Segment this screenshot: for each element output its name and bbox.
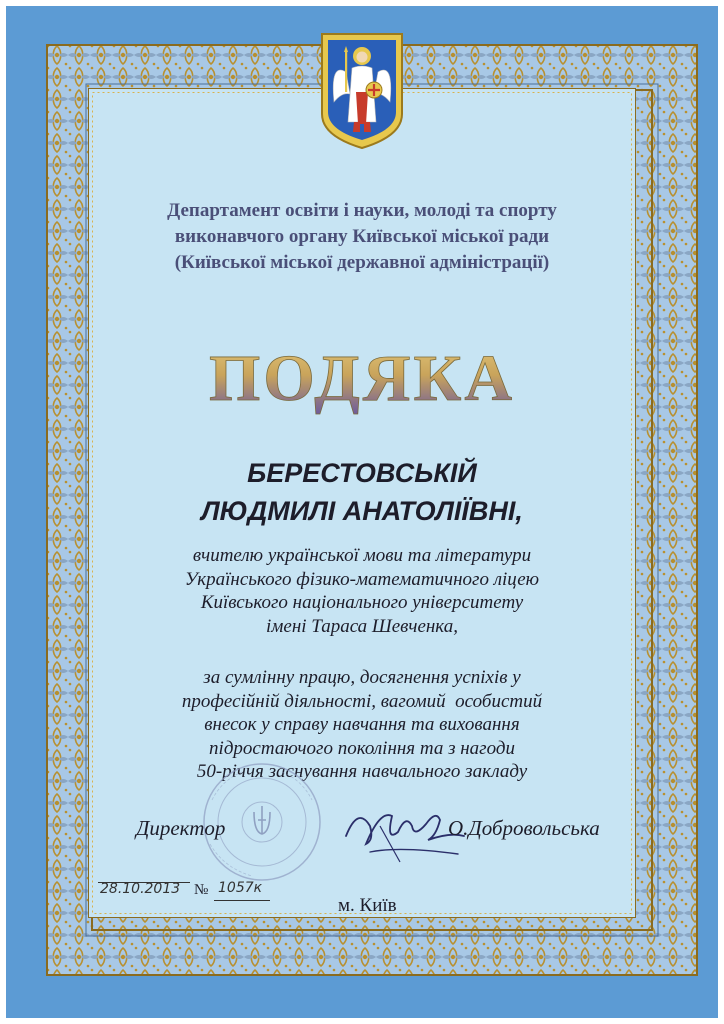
certificate-title bbox=[0, 338, 724, 430]
award-reason bbox=[0, 666, 724, 784]
reason-line-4: підростаючого покоління та з нагоди bbox=[209, 737, 515, 759]
recipient-surname: БЕРЕСТОВСЬКІЙ bbox=[247, 458, 477, 488]
certificate-title-text: ПОДЯКА bbox=[209, 342, 515, 415]
department-line-3: (Київської міської державної адміністрації) bbox=[174, 252, 550, 273]
reason-line-5: 50-річчя заснування навчального закладу bbox=[196, 761, 528, 782]
recipient-name bbox=[0, 454, 724, 530]
position-line-2: Українського фізико-математичного ліцею bbox=[184, 568, 540, 590]
kyiv-coat-of-arms-icon bbox=[320, 32, 404, 150]
reason-line-1: за сумлінну працю, досягнення успіхів у bbox=[203, 667, 521, 688]
registration-number: 1057к bbox=[218, 880, 263, 896]
department-line-2: виконавчого органу Київської міської ради bbox=[174, 226, 550, 247]
reason-line-2: професійній діяльності, вагомий особистий bbox=[181, 690, 543, 712]
recipient-given-names: ЛЮДМИЛІ АНАТОЛІЇВНІ, bbox=[201, 496, 523, 526]
city-label: м. Київ bbox=[338, 895, 397, 916]
director-role-label: Директор bbox=[136, 816, 226, 840]
reason-line-3: внесок у справу навчання та виховання bbox=[204, 714, 520, 735]
position-line-1: вчителю української мови та літератури bbox=[192, 545, 532, 566]
department-line-1: Департамент освіти і науки, молоді та спорту bbox=[167, 200, 557, 221]
position-line-4: імені Тараса Шевченка, bbox=[266, 615, 458, 637]
issue-date: 28.10.2013 bbox=[100, 881, 181, 897]
position-line-3: Київського національного університету bbox=[200, 592, 524, 613]
director-name: О.Добровольська bbox=[448, 816, 600, 840]
number-sign: № bbox=[194, 882, 209, 898]
recipient-position bbox=[0, 544, 724, 638]
number-underline bbox=[214, 900, 270, 901]
department-heading bbox=[0, 198, 724, 276]
